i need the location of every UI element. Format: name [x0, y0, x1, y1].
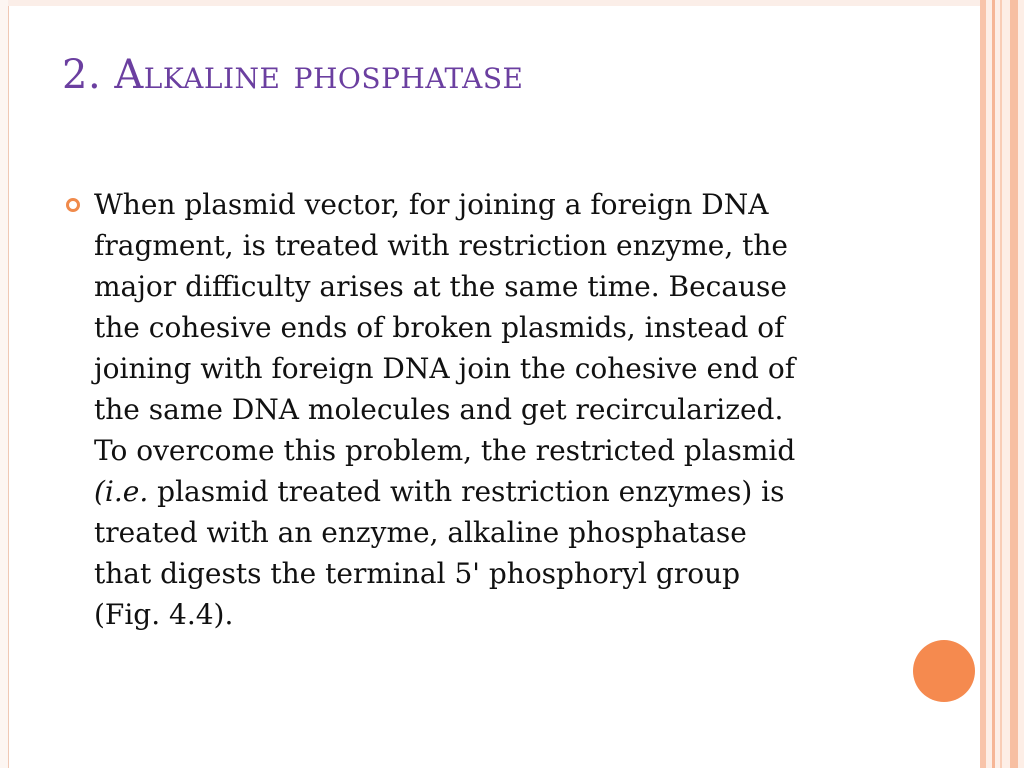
- ie-italic: (i.e.: [94, 475, 149, 508]
- decorative-circle: [913, 640, 975, 702]
- top-band: [8, 0, 980, 6]
- stripe: [1010, 0, 1018, 768]
- body-line: (Fig. 4.4).: [94, 598, 234, 631]
- body-line: the same DNA molecules and get recircularized.: [94, 393, 784, 426]
- body-line: fragment, is treated with restriction enzyme, the: [94, 229, 788, 262]
- body-line-ie: [94, 471, 884, 512]
- stripe: [1000, 0, 1002, 768]
- decorative-stripes: [980, 0, 1024, 768]
- stripe: [980, 0, 986, 768]
- body-line: major difficulty arises at the same time. Because: [94, 270, 787, 303]
- bullet-ring-icon: [66, 198, 80, 212]
- stripe: [992, 0, 995, 768]
- body-line: joining with foreign DNA join the cohesive end of: [94, 352, 796, 385]
- body-line: When plasmid vector, for joining a foreign DNA: [94, 188, 769, 221]
- body-line: treated with an enzyme, alkaline phosphatase: [94, 516, 747, 549]
- body-line: the cohesive ends of broken plasmids, instead of: [94, 311, 785, 344]
- body-paragraph: [94, 184, 884, 635]
- body-line: that digests the terminal 5' phosphoryl group: [94, 557, 741, 590]
- body-line: To overcome this problem, the restricted plasmid: [94, 434, 796, 467]
- ie-rest: plasmid treated with restriction enzymes) is: [148, 475, 785, 508]
- slide-title: 2. Alkaline phosphatase: [62, 52, 524, 98]
